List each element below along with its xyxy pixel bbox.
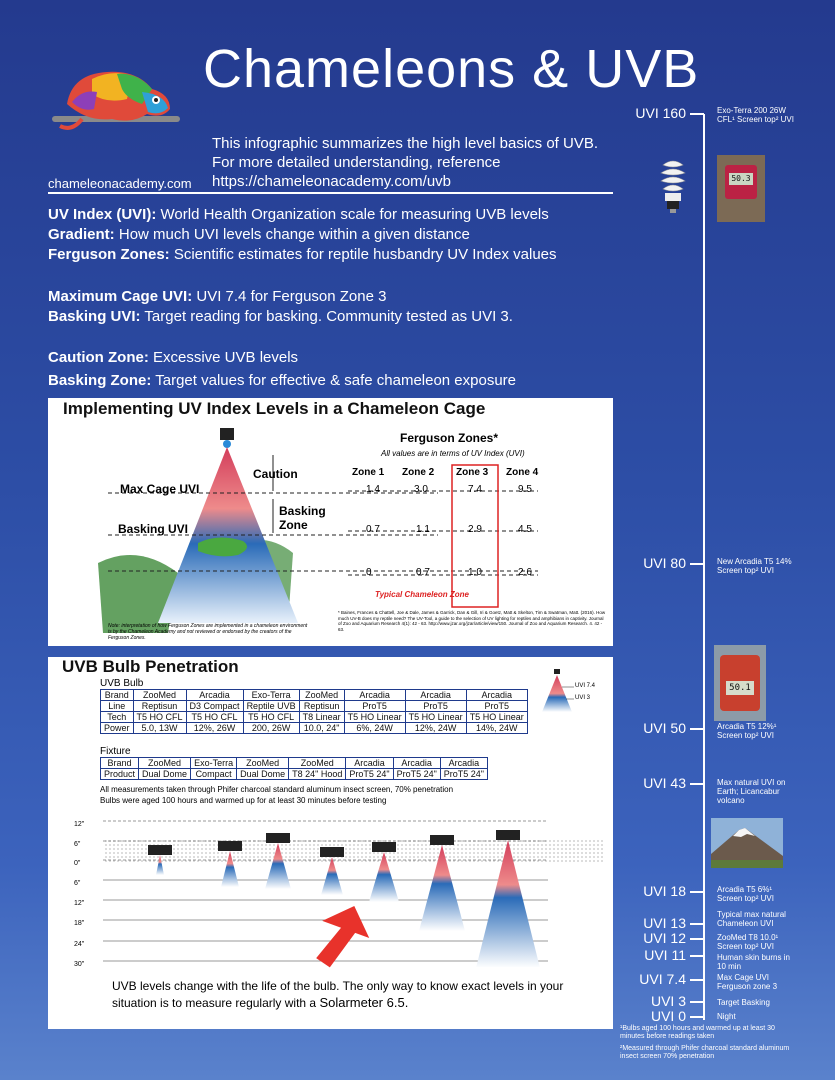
- table-row: [101, 758, 488, 769]
- table-cell: ProT5: [344, 701, 405, 712]
- uvi-legend: [538, 667, 608, 717]
- typical-zone-label: Typical Chameleon Zone: [375, 590, 469, 599]
- table-cell: 5.0, 13W: [133, 723, 186, 734]
- measurement-note: Bulbs were aged 100 hours and warmed up for at least 30 minutes before testing: [100, 796, 387, 805]
- bulb-title: UVB Bulb Penetration: [62, 657, 239, 676]
- uvi-level-label: UVI 43: [643, 775, 686, 791]
- table-cell: T5 HO CFL: [186, 712, 243, 723]
- caution-label: Caution: [253, 467, 298, 481]
- table-cell: Arcadia: [186, 690, 243, 701]
- uvi-tick: [690, 938, 704, 940]
- table-cell: Exo-Terra: [243, 690, 299, 701]
- zone-value: 3.0: [414, 484, 428, 495]
- table-cell: T5 HO CFL: [243, 712, 299, 723]
- table-row: [101, 769, 488, 780]
- uvi-tick: [690, 1016, 704, 1018]
- definition-basking: Basking UVI: Target reading for basking. Community tested as UVI 3.: [48, 308, 513, 325]
- chameleon-logo-icon: [52, 64, 182, 144]
- table-cell: T5 HO Linear: [405, 712, 466, 723]
- row-header: Line: [101, 701, 134, 712]
- max-cage-label: Max Cage UVI: [120, 482, 200, 496]
- uvi-level-label: UVI 7.4: [639, 971, 686, 987]
- cage-title: Implementing UV Index Levels in a Chameleon Cage: [63, 399, 486, 418]
- table-cell: ZooMed: [237, 758, 289, 769]
- table-cell: 10.0, 24": [299, 723, 344, 734]
- table-cell: ProT5 24": [346, 769, 393, 780]
- table-cell: ProT5: [466, 701, 527, 712]
- fixture-icon: [218, 841, 242, 851]
- table-cell: Arcadia: [344, 690, 405, 701]
- zone-header: Zone 2: [402, 467, 435, 478]
- solarmeter-brand: Solarmeter 6.5.: [319, 995, 409, 1010]
- zone-value: 0.7: [366, 524, 380, 535]
- ferguson-title: Ferguson Zones*: [400, 431, 499, 445]
- definition-max-cage: Maximum Cage UVI: UVI 7.4 for Ferguson Zone 3: [48, 288, 387, 305]
- table-cell: Reptisun: [299, 701, 344, 712]
- row-header: Product: [101, 769, 139, 780]
- citation: * Baines, Frances & Chattell, Joe & Dale, James & Garrick, Dan & Gill, Iri & Goetz, Matt & Skelton, Tim & Swatman, Matt. (2016). How much UV-B does my reptile need? The UV-Tool, a guide to the selection of UV lighting for reptiles and amphibians in captivity. Journal of Zoo and Aquarium Research 4(1): 42 - 63. http://www.jzar.org/jzar/article/view/150. Journal of Zoo and Aquarium Research. 4. 42 - 63.: [338, 610, 606, 632]
- fixture-icon: [430, 835, 454, 845]
- table-cell: ZooMed: [139, 758, 191, 769]
- zone-value: 2.9: [468, 524, 482, 535]
- footnote: ²Measured through Phifer charcoal standard aluminum insect screen 70% penetration: [620, 1045, 790, 1060]
- uvi-note: Max natural UVI on Earth; Licancabur volcano: [717, 778, 786, 805]
- page-title: Chameleons & UVB: [203, 39, 700, 99]
- zone-value: 1.1: [416, 524, 430, 535]
- uvi-level-label: UVI 18: [643, 883, 686, 899]
- table-row: [101, 690, 528, 701]
- zone-value: 1.4: [366, 484, 380, 495]
- zone-value: 2.6: [518, 567, 532, 578]
- intro-text: [212, 134, 612, 191]
- table-cell: D3 Compact: [186, 701, 243, 712]
- intro-line: This infographic summarizes the high level basics of UVB.: [212, 135, 599, 152]
- uvi-level-label: UVI 160: [635, 105, 686, 121]
- zone-value: 0: [366, 567, 372, 578]
- fixture-icon: [320, 847, 344, 857]
- fixture-table-label: Fixture: [100, 746, 131, 757]
- uvi-level-label: UVI 0: [650, 1008, 686, 1024]
- table-cell: Arcadia: [440, 758, 487, 769]
- table-cell: T8 24" Hood: [289, 769, 346, 780]
- site-url: chameleonacademy.com: [48, 176, 192, 191]
- footnote: ¹Bulbs aged 100 hours and warmed up at least 30 minutes before readings taken: [620, 1025, 775, 1040]
- basking-uvi-label: Basking UVI: [118, 522, 189, 536]
- fixture-icon: [148, 845, 172, 855]
- table-row: [101, 712, 528, 723]
- uvi-note: Human skin burns in 10 min: [717, 953, 790, 971]
- definition-gradient: Gradient: How much UVI levels change within a given distance: [48, 226, 470, 243]
- table-cell: T8 Linear: [299, 712, 344, 723]
- uvi-note: New Arcadia T5 14% Screen top² UVI: [717, 557, 792, 575]
- table-cell: ProT5: [405, 701, 466, 712]
- arrow-icon: [313, 902, 373, 972]
- table-cell: 200, 26W: [243, 723, 299, 734]
- cfl-bulb-icon: [653, 157, 693, 217]
- volcano-photo: [711, 818, 783, 868]
- table-cell: Reptisun: [133, 701, 186, 712]
- table-cell: Arcadia: [393, 758, 440, 769]
- row-header: Brand: [101, 758, 139, 769]
- cage-panel: [48, 398, 613, 646]
- table-cell: 6%, 24W: [344, 723, 405, 734]
- row-header: Power: [101, 723, 134, 734]
- bottom-note: UVB levels change with the life of the bulb. The only way to know exact levels in your: [112, 979, 564, 993]
- bulb-panel: UVB Bulb Penetration UVB Bulb Brand ZooMed Arcadia Exo-Terra ZooMed Arcadia Arcadia Arcadia Line Reptisun D3 Compact Reptile UVB Reptisun ProT5 ProT5 ProT5 Tech T5 HO CFL T5 HO CFL T5 HO CFL T8 Linear T5 HO Linear T5 HO Linear T5 HO Linear Power 5.0, 13W 12%, 26W 200, 26W 10.0, 24" 6%, 24W 12%, 24W 14%, 24W Fixture Brand ZooMed Exo-Terra ZooMed ZooMed Arcadia Arcadia Arcadia Product Dual Dome Compact Dual Dome T8 24" Hood ProT5 24" ProT5 24" ProT5 24" All measurements taken through Phifer charcoal standard aluminum insect screen, 70% penetration Bulbs were aged 100 hours and warmed up for at least 30 minutes before testing UVI 7.4 UVI 3 12" 6" 0" 6" 12" 18" 24" 30" UVB levels change with the life of the bulb. The only way to know exact levels in your situation is to measure regularly with a Solarmeter 6.5.: [48, 657, 613, 1029]
- row-header: Tech: [101, 712, 134, 723]
- bulb-table-label: UVB Bulb: [100, 678, 144, 689]
- uvi-note: Arcadia T5 6%¹ Screen top² UVI: [717, 885, 774, 903]
- legend-label: UVI 3: [575, 695, 591, 701]
- measurement-note: All measurements taken through Phifer charcoal standard aluminum insect screen, 70% penetration: [100, 785, 454, 794]
- table-cell: Dual Dome: [237, 769, 289, 780]
- cage-note: Note: interpretation of how Ferguson Zones are implemented in a chameleon environment is by the Chameleon Academy and not reviewed or endorsed by the creators of the Ferguson Zones.: [108, 623, 308, 641]
- zone-value: 0.7: [416, 567, 430, 578]
- definition-ferguson: Ferguson Zones: Scientific estimates for reptile husbandry UV Index values: [48, 246, 557, 263]
- intro-link[interactable]: https://chameleonacademy.com/uvb: [212, 173, 452, 190]
- zone-value: 4.5: [518, 524, 532, 535]
- zone-value: 7.4: [468, 484, 482, 495]
- fixture-icon: [496, 830, 520, 840]
- table-cell: T5 HO Linear: [466, 712, 527, 723]
- meter-reading: 50.1: [726, 681, 754, 695]
- intro-line: For more detailed understanding, reference: [212, 154, 501, 171]
- uvi-level-label: UVI 11: [644, 947, 686, 963]
- zone-value: 1.0: [468, 567, 482, 578]
- uvi-tick: [690, 955, 704, 957]
- uvi-tick: [690, 728, 704, 730]
- table-cell: 14%, 24W: [466, 723, 527, 734]
- uvi-level-label: UVI 3: [650, 993, 686, 1009]
- definition-caution: Caution Zone: Excessive UVB levels: [48, 349, 299, 366]
- definition-uvi: UV Index (UVI): World Health Organization scale for measuring UVB levels: [48, 206, 549, 223]
- uvi-level-label: UVI 13: [643, 915, 686, 931]
- divider: [48, 192, 613, 194]
- table-cell: T5 HO Linear: [344, 712, 405, 723]
- uvi-note: Max Cage UVI Ferguson zone 3: [717, 973, 778, 991]
- bulb-table: [100, 689, 528, 734]
- fixture-icon: [372, 842, 396, 852]
- table-cell: ZooMed: [289, 758, 346, 769]
- table-row: [101, 701, 528, 712]
- definition-basking-zone: Basking Zone: Target values for effective & safe chameleon exposure: [48, 372, 517, 389]
- basking-zone-label: Basking Zone: [279, 504, 326, 532]
- uvi-note: Night: [717, 1012, 736, 1021]
- uvi-tick: [690, 891, 704, 893]
- uvi-note: ZooMed T8 10.0¹ Screen top² UVI: [717, 933, 779, 951]
- fixture-table: [100, 757, 488, 780]
- table-cell: ProT5 24": [440, 769, 487, 780]
- table-cell: Exo-Terra: [191, 758, 237, 769]
- table-cell: Reptile UVB: [243, 701, 299, 712]
- uvi-tick: [690, 563, 704, 565]
- table-cell: T5 HO CFL: [133, 712, 186, 723]
- table-cell: Compact: [191, 769, 237, 780]
- table-cell: Dual Dome: [139, 769, 191, 780]
- meter-photo: [714, 645, 766, 721]
- uvi-tick: [690, 923, 704, 925]
- uvi-note: Arcadia T5 12%¹ Screen top² UVI: [717, 722, 777, 740]
- uvi-tick: [690, 113, 704, 115]
- uvi-tick: [690, 1001, 704, 1003]
- table-cell: ZooMed: [299, 690, 344, 701]
- table-cell: Arcadia: [346, 758, 393, 769]
- ferguson-subtitle: All values are in terms of UV Index (UVI): [381, 449, 525, 458]
- meter-photo: [717, 155, 765, 222]
- table-cell: 12%, 24W: [405, 723, 466, 734]
- uvi-note: Typical max natural Chameleon UVI: [717, 910, 786, 928]
- table-cell: Arcadia: [466, 690, 527, 701]
- screen-band: [103, 839, 603, 863]
- uvi-level-label: UVI 80: [643, 555, 686, 571]
- legend-label: UVI 7.4: [575, 683, 596, 689]
- table-row: [101, 723, 528, 734]
- uvi-level-label: UVI 12: [643, 930, 686, 946]
- bottom-note: situation is to measure regularly with a Solarmeter 6.5.: [112, 995, 409, 1010]
- fixture-icon: [266, 833, 290, 843]
- zone-header: Zone 1: [352, 467, 385, 478]
- zone-header: Zone 4: [506, 467, 539, 478]
- table-cell: Arcadia: [405, 690, 466, 701]
- zone-header: Zone 3: [456, 467, 489, 478]
- uvi-tick: [690, 783, 704, 785]
- uvi-note: Exo-Terra 200 26W CFL¹ Screen top² UVI: [717, 106, 794, 124]
- uvi-level-label: UVI 50: [643, 720, 686, 736]
- meter-reading: 50.3: [729, 173, 753, 185]
- table-cell: ZooMed: [133, 690, 186, 701]
- uvi-scale-line: [703, 114, 705, 1020]
- uvi-tick: [690, 979, 704, 981]
- zone-value: 9.5: [518, 484, 532, 495]
- uvi-note: Target Basking: [717, 998, 770, 1007]
- row-header: Brand: [101, 690, 134, 701]
- table-cell: ProT5 24": [393, 769, 440, 780]
- table-cell: 12%, 26W: [186, 723, 243, 734]
